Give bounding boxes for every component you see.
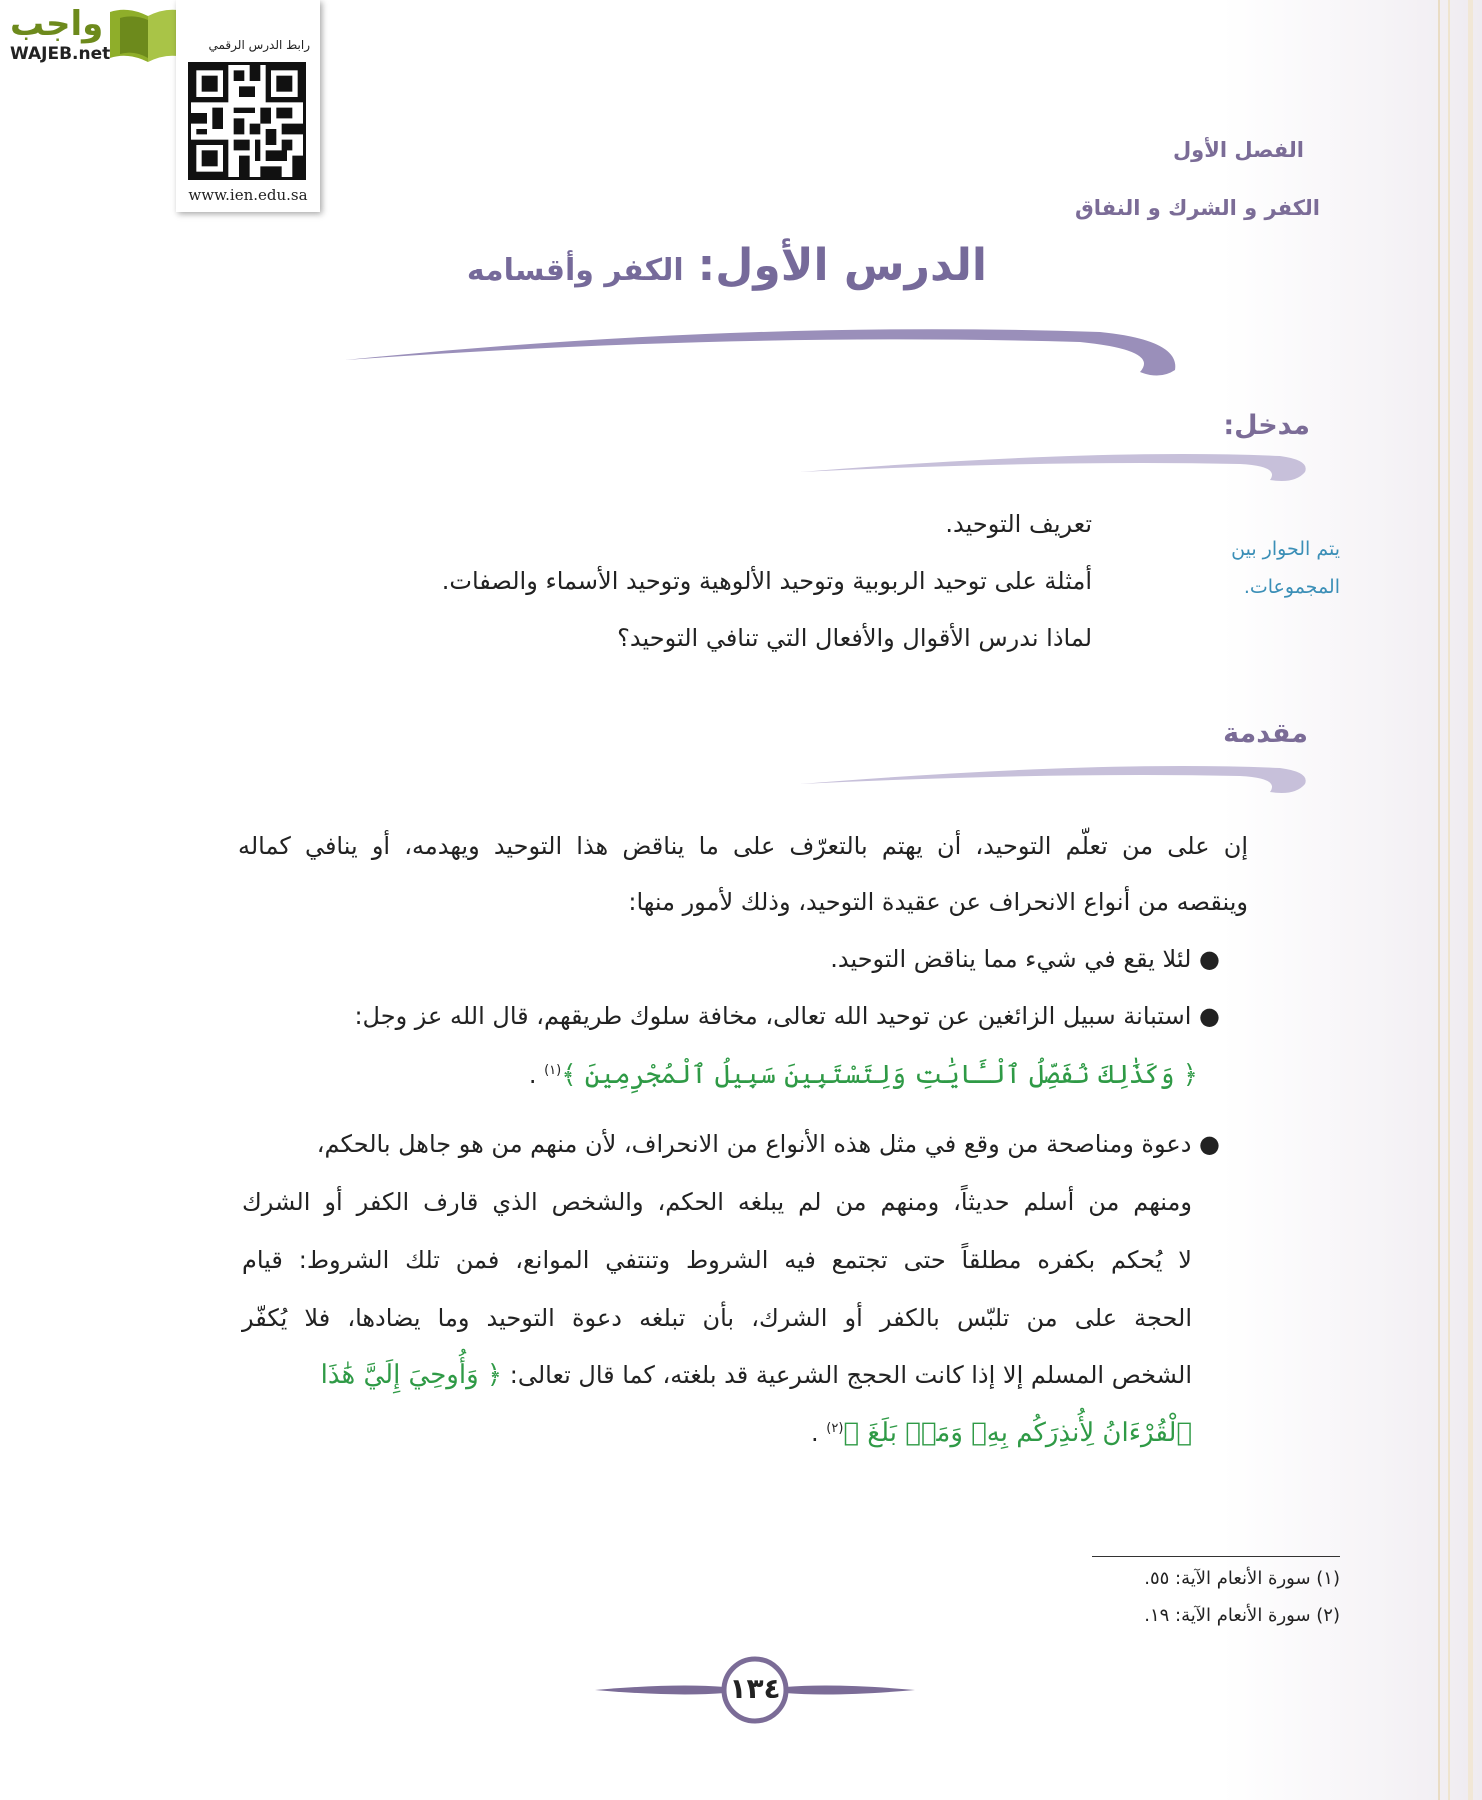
footnote-ref[interactable]: (٢): [826, 1421, 844, 1436]
footnote: (٢) سورة الأنعام الآية: ١٩.: [1144, 1605, 1340, 1626]
quran-text: ﴿ وَأُوحِيَ إِلَيَّ هَٰذَا: [320, 1360, 503, 1390]
bullet-item: ● دعوة ومناصحة من وقع في مثل هذه الأنواع من الانحراف، لأن منهم من هو جاهل بالحكم،: [316, 1130, 1220, 1158]
bullet-line: ومنهم من أسلم حديثاً، ومنهم من لم يبلغه الحكم، والشخص الذي قارف الكفر أو الشرك: [242, 1188, 1192, 1216]
bullet-text: الشخص المسلم إلا إذا كانت الحجج الشرعية قد بلغته، كما قال تعالى:: [509, 1361, 1192, 1389]
qr-code-icon[interactable]: [188, 62, 306, 180]
qr-label: رابط الدرس الرقمي: [208, 38, 310, 52]
intro-item: تعريف التوحيد.: [945, 510, 1092, 538]
preface-heading: مقدمة: [1223, 718, 1308, 749]
unit-label: الكفر و الشرك و النفاق: [1074, 196, 1320, 220]
bullet-item: ● لئلا يقع في شيء مما يناقض التوحيد.: [830, 945, 1220, 973]
quran-verse: ٱلْقُرْءَانُ لِأُنذِرَكُم بِهِۦ وَمَنۢ بَلَغَ ﴾$^{(٢)}$ .: [811, 1418, 1192, 1448]
border-line: [1448, 0, 1450, 1800]
intro-heading: مدخل:: [1223, 410, 1310, 441]
lesson-name: الكفر وأقسامه: [466, 253, 684, 288]
decorative-background: [1222, 0, 1482, 1800]
bullet-text: لئلا يقع في شيء مما يناقض التوحيد.: [830, 945, 1192, 973]
preface-line: وينقصه من أنواع الانحراف عن عقيدة التوحيد، وذلك لأمور منها:: [628, 888, 1248, 916]
intro-item: أمثلة على توحيد الربوبية وتوحيد الألوهية وتوحيد الأسماء والصفات.: [441, 567, 1092, 595]
bullet-text: استبانة سبيل الزائغين عن توحيد الله تعالى، مخافة سلوك طريقهم، قال الله عز وجل:: [354, 1002, 1192, 1030]
bullet-line: [321, 1360, 1192, 1390]
quran-text: ٱلْقُرْءَانُ لِأُنذِرَكُم بِهِۦ وَمَنۢ بَلَغَ ﴾: [843, 1418, 1192, 1448]
page-number: ١٣٤: [729, 1672, 781, 1705]
preface-swoosh: [800, 758, 1310, 798]
intro-swoosh: [800, 446, 1310, 486]
wajeb-logo-latin: WAJEB.net: [10, 44, 111, 64]
qr-url[interactable]: www.ien.edu.sa: [188, 186, 308, 204]
intro-item: لماذا ندرس الأقوال والأفعال التي تنافي التوحيد؟: [617, 624, 1092, 652]
title-swoosh: [340, 310, 1190, 390]
quran-verse: ﴿ وَكَذَٰلِكَ نُفَصِّلُ ٱلْـَٔايَٰتِ وَلِتَسْتَبِينَ سَبِيلُ ٱلْمُجْرِمِينَ ﴾$^{(١)}$ .: [528, 1060, 1198, 1090]
quran-text: ﴿ وَكَذَٰلِكَ نُفَصِّلُ ٱلْـَٔايَٰتِ وَلِتَسْتَبِينَ سَبِيلُ ٱلْمُجْرِمِينَ ﴾: [561, 1060, 1198, 1090]
lesson-title: [467, 240, 987, 291]
footnote-ref[interactable]: (١): [544, 1063, 562, 1078]
border-line: [1438, 0, 1440, 1800]
wajeb-logo-arabic: واجب: [10, 4, 104, 44]
bullet-text: دعوة ومناصحة من وقع في مثل هذه الأنواع من الانحراف، لأن منهم من هو جاهل بالحكم،: [316, 1130, 1192, 1158]
bullet-line: الحجة على من تلبّس بالكفر أو الشرك، بأن تبلغه دعوة التوحيد وما يضادها، فلا يُكفّر: [242, 1304, 1192, 1332]
qr-card[interactable]: [176, 0, 320, 212]
bullet-item: ● استبانة سبيل الزائغين عن توحيد الله تعالى، مخافة سلوك طريقهم، قال الله عز وجل:: [354, 1002, 1220, 1030]
bullet-line: لا يُحكم بكفره مطلقاً حتى تجتمع فيه الشروط وتنتفي الموانع، فمن تلك الشروط: قيام: [242, 1246, 1192, 1274]
preface-line: إن على من تعلّم التوحيد، أن يهتم بالتعرّف على ما يناقض هذا التوحيد ويهدمه، أو ينافي كماله: [238, 832, 1248, 860]
chapter-label: الفصل الأول: [1172, 138, 1304, 162]
lesson-label: الدرس الأول:: [697, 240, 987, 291]
footnote: (١) سورة الأنعام الآية: ٥٥.: [1144, 1568, 1340, 1589]
border-line: [1468, 0, 1473, 1800]
side-note: يتم الحوار بين المجموعات.: [1231, 538, 1340, 598]
footnote-divider: [1092, 1556, 1340, 1557]
